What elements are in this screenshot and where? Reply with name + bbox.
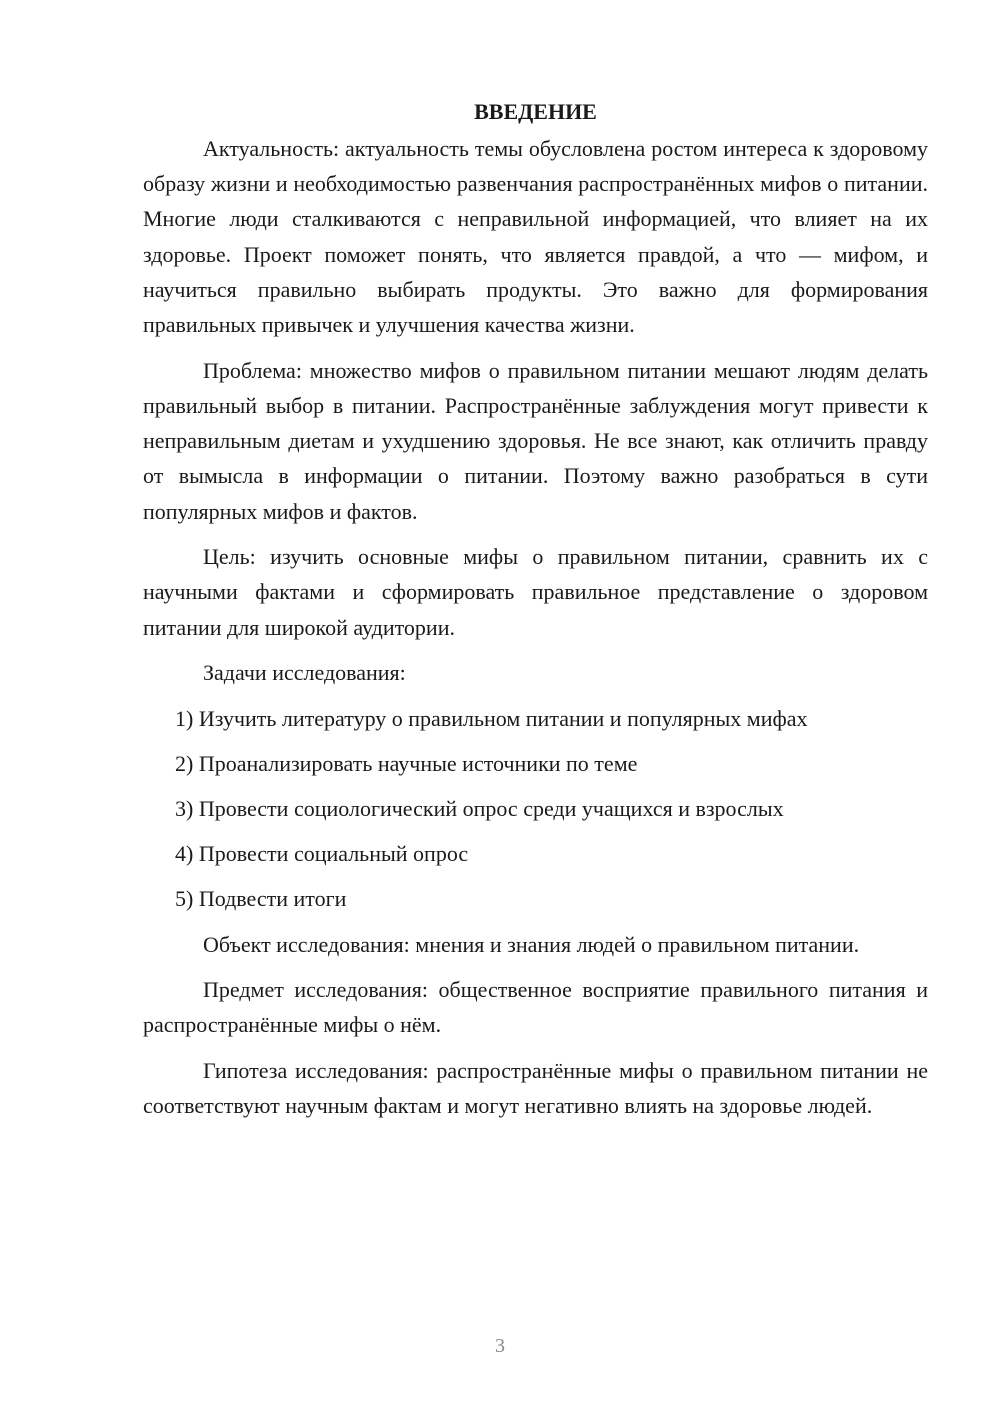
paragraph-problem: Проблема: множество мифов о правильном питании мешают людям делать правильный выбор в питании. Распространённые заблуждения могут привести к неправильным диетам и ухудшению здоровья. Не все знают, как отличить правду от вымысла в информации о питании. Поэтому важно разобраться в сути популярных мифов и фактов. — [143, 357, 928, 524]
list-item: 3) Провести социологический опрос среди учащихся и взрослых — [175, 795, 784, 821]
list-item: 1) Изучить литературу о правильном питании и популярных мифах — [175, 705, 808, 731]
list-item: 2) Проанализировать научные источники по теме — [175, 750, 638, 776]
paragraph-subject: Предмет исследования: общественное восприятие правильного питания и распространённые мифы о нём. — [143, 977, 928, 1038]
tasks-heading: Задачи исследования: — [203, 660, 406, 686]
list-item: 5) Подвести итоги — [175, 886, 347, 912]
paragraph-goal: Цель: изучить основные мифы о правильном питании, сравнить их с научными фактами и сформировать правильное представление о здоровом питании для широкой аудитории. — [143, 544, 928, 640]
paragraph-hypothesis: Гипотеза исследования: распространённые мифы о правильном питании не соответствуют научным фактам и могут негативно влиять на здоровье людей. — [143, 1058, 928, 1119]
tasks-list — [143, 701, 928, 917]
list-item: 4) Провести социальный опрос — [175, 841, 469, 867]
page-number: 3 — [495, 1335, 505, 1357]
paragraph-object: Объект исследования: мнения и знания людей о правильном питании. — [203, 931, 860, 957]
page-title: ВВЕДЕНИЕ — [474, 99, 597, 124]
paragraph-relevance: Актуальность: актуальность темы обусловлена ростом интереса к здоровому образу жизни и необходимостью развенчания распространённых мифов о питании. Многие люди сталкиваются с неправильной информацией, что влияет на их здоровье. Проект поможет понять, что является правдой, а что — мифом, и научиться правильно выбирать продукты. Это важно для формирования правильных привычек и улучшения качества жизни. — [143, 136, 928, 338]
document-page — [143, 94, 928, 1134]
